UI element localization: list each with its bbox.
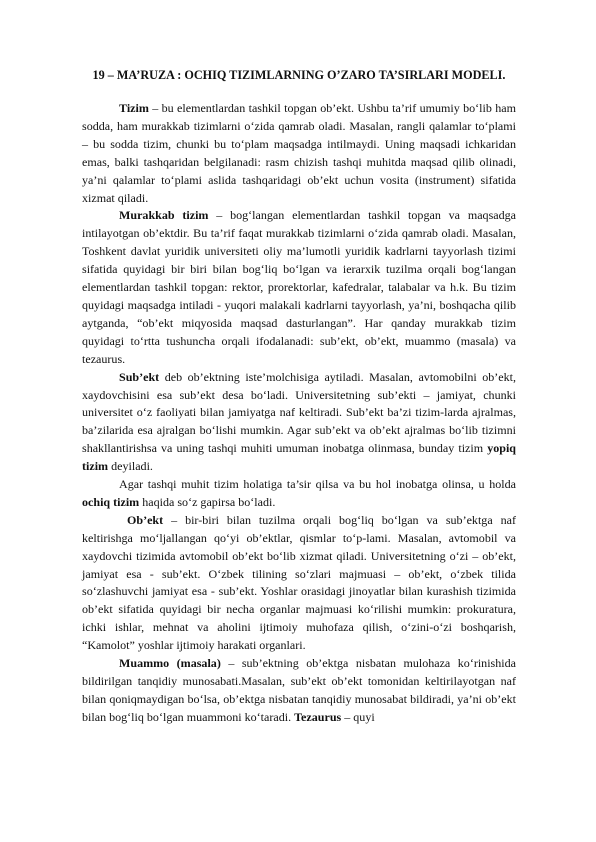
paragraph-ochiq-tizim [82,476,516,512]
paragraph-text: – sub’ektning ob’ektga nisbatan mulohaza ko‘rinishida bildirilgan tanqidiy munosabati.Masalan, sub’ekt ob’ekt tomonidan keltirilayotgan naf bilan qoniqmaydigan bo‘lsa, ob’ektga nisbatan tanqidiy munosabat bildiradi, ya’ni ob’ekt bilan bog‘liq bo‘lgan muammoni ko‘taradi. [82,656,516,724]
lecture-title: 19 – MA’RUZA : OCHIQ TIZIMLARNING O’ZARO TA’SIRLARI MODELI. [92,68,506,82]
term-tizim: Tizim [119,101,149,115]
term-murakkab-tizim: Murakkab tizim [119,208,209,223]
term-subekt: Sub’ekt [119,369,160,384]
paragraph-text: Agar tashqi muhit tizim holatiga ta’sir qilsa va bu hol inobatga olinsa, u holda [119,477,516,492]
paragraph-obekt [82,512,516,655]
paragraph-text: deb ob’ektning iste’molchisiga aytiladi. Masalan, avtomobilni ob’ekt, xaydovchisini esa sub’ekt desa bo‘ladi. Universitetning sub’ekti – jamiyat, chunki universitet o‘z faoliyati bilan jamiyatga naf keltiradi. Sub’ekt ba’zi tizim-larda ajralmas, ba’zilarida esa ajralgan bo‘lishi mumkin. Agar sub’ekt va ob’ekt ajralmas bo‘lib tizimni shakllantirishsa va uning tashqi muhiti umuman inobatga olinmasa, bunday tizim [82,369,516,456]
term-yopiq-tizim: yopiq tizim [82,441,516,474]
term-tezaurus: Tezaurus [294,709,342,724]
paragraph-murakkab-tizim [82,207,516,368]
paragraph-text: deyiladi. [108,459,153,474]
term-obekt: Ob’ekt [127,512,164,527]
paragraph-text: – bu elementlardan tashkil topgan ob’ekt. Ushbu ta’rif umumiy bo‘lib ham sodda, ham murakkab tizimlarni o‘zida qamrab oladi. Masalan, rangli qalamlar to‘plami – bu sodda tizim, chunki bu to‘plam maqsadga intilmaydi. Uning maqsadi ichkaridan emas, balki tashqaridan belgilanadi: rasm chizish tashqi muhitda maqsad qilib olinadi, ya’ni qalamlar to‘plami aslida tashqaridagi ob’ekt uchun vosita (instrument) sifatida xizmat qiladi. [82,101,516,205]
term-ochiq-tizim: ochiq tizim [82,494,140,509]
paragraph-subekt [82,369,516,476]
term-muammo: Muammo (masala) [119,656,221,671]
paragraph-text: – bog‘langan elementlardan tashkil topgan va maqsadga intilayotgan ob’ektdir. Bu ta’rif faqat murakkab tizimlarni o‘zida qamrab oladi. Masalan, Toshkent davlat yuridik universiteti oliy ma’lumotli yuridik kadrlarni tayyorlash tizimi sifatida quyidagi bir biri bilan bog‘liq bo‘lgan va ierarxik tuzilma orqali bog‘langan elementlardan tashkil topgan: rektor, prorektorlar, kafedralar, talabalar va h.k. Bu tizim quyidagi maqsadga intiladi - yuqori malakali kadrlarni tayyorlash, ya’ni, boshqacha qilib aytganda, “ob’ekt miqyosida maqsad dasturlangan”. Har qanday murakkab tizim quyidagi to‘rtta tushuncha orqali ifodalanadi: sub’ekt, ob’ekt, muammo (masala) va tezaurus. [82,208,516,366]
paragraph-text: – quyi [341,709,375,724]
paragraph-text: – bir-biri bilan tuzilma orqali bog‘liq bo‘lgan va sub’ektga naf keltirishga mo‘ljallangan qo‘yi ob’ektlar, qismlar to‘p-lami. Masalan, avtomobil va xaydovchi tizimida avtomobil ob’ekt bo‘lib xizmat qiladi. Universitetning o‘zi – ob’ekt, jamiyat esa - sub’ekt. O‘zbek tilining so‘zlari majmuasi – ob’ekt, o‘zbek tilida so‘zlashuvchi jamiyat esa - sub’ekt. Yoshlar orasidagi jinoyatlar bilan kurashish tizimida ob’ekt sifatida quyidagi bir necha organlar majmuasi ko‘rilishi mumkin: prokuratura, ichki ishlar, mehnat va aholini ijtimoiy muhofaza qilish, o‘zini-o‘zi boshqarish, “Kamolot” yoshlar ijtimoiy harakati organlari. [82,512,516,653]
paragraph-tizim [82,100,516,207]
paragraph-muammo [82,655,516,727]
paragraph-text: haqida so‘z gapirsa bo‘ladi. [139,494,276,509]
